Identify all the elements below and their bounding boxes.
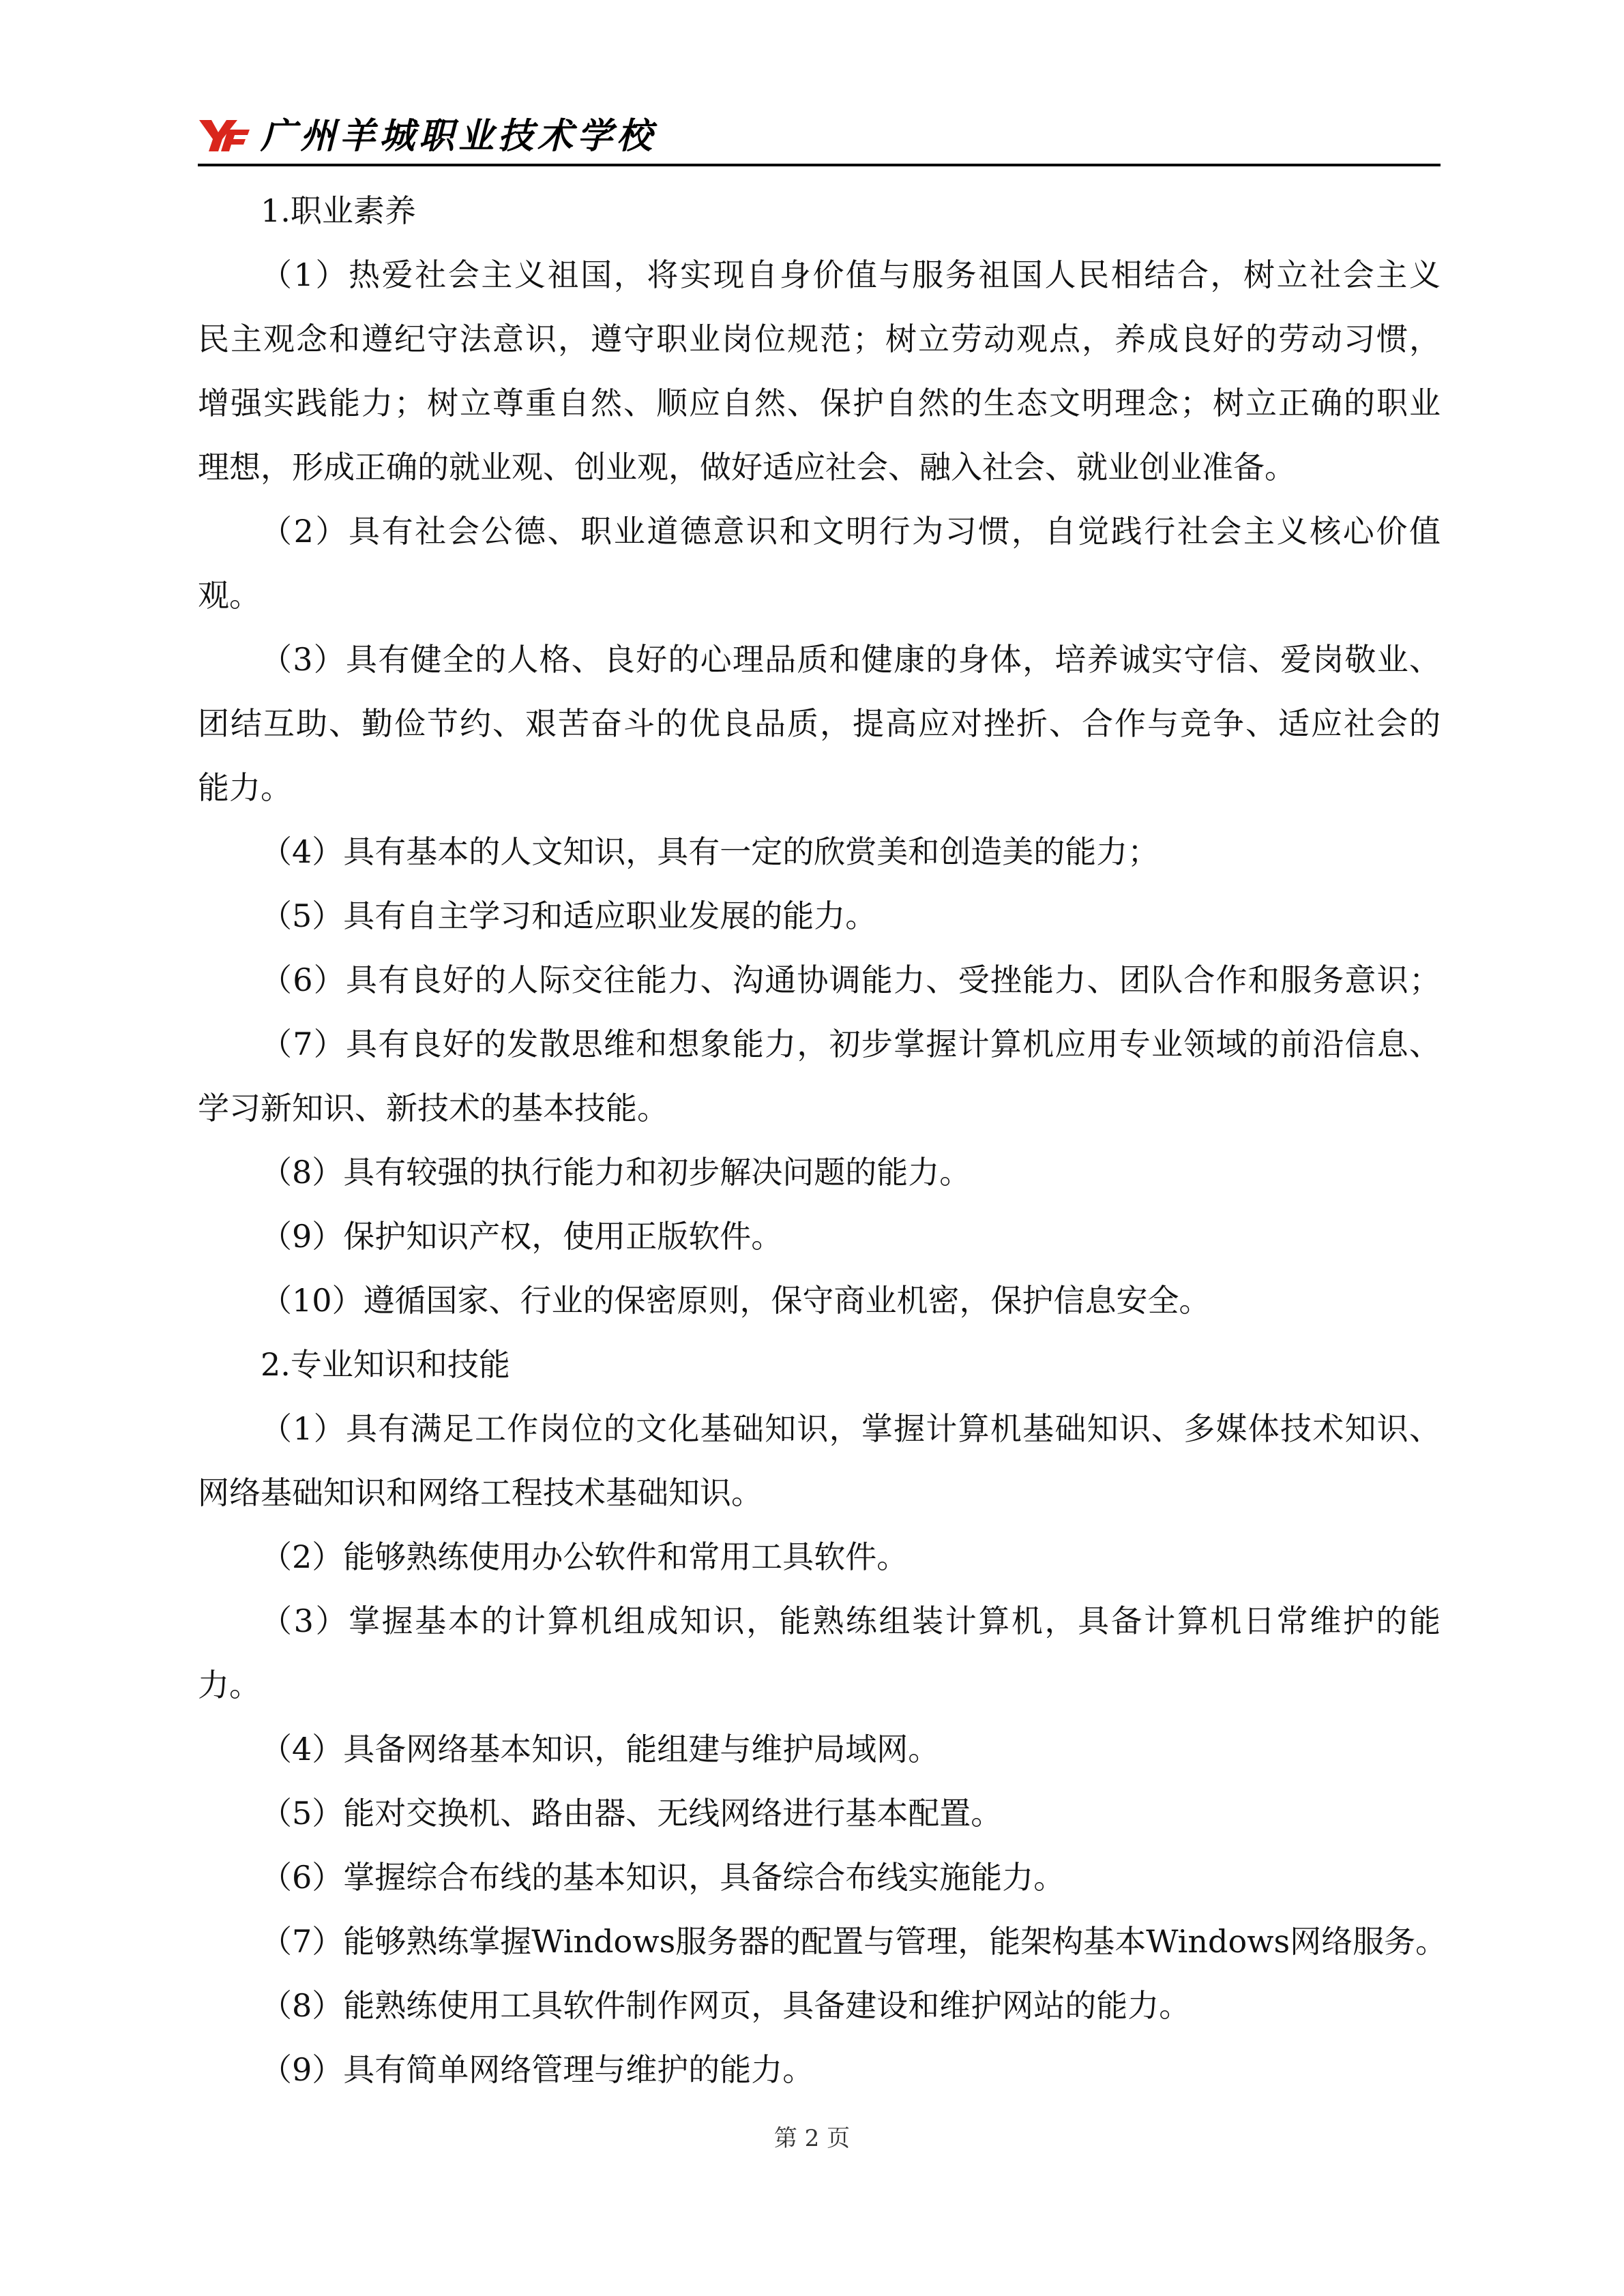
page-header — [198, 115, 1439, 161]
text-line: （1）热爱社会主义祖国，将实现自身价值与服务祖国人民相结合，树立社会主义 — [261, 256, 1441, 293]
text-line: （7）能够熟练掌握Windows服务器的配置与管理，能架构基本Windows网络服务。 — [261, 1923, 1447, 1960]
text-line: （6）掌握综合布线的基本知识，具备综合布线实施能力。 — [261, 1859, 1065, 1896]
text-line: （9）具有简单网络管理与维护的能力。 — [261, 2051, 814, 2088]
text-line: 观。 — [198, 577, 261, 614]
text-line: （3）具有健全的人格、良好的心理品质和健康的身体，培养诚实守信、爱岗敬业、 — [261, 641, 1441, 678]
text-line: 增强实践能力；树立尊重自然、顺应自然、保护自然的生态文明理念；树立正确的职业 — [198, 385, 1441, 421]
text-line: 力。 — [198, 1667, 261, 1703]
text-line: （5）能对交换机、路由器、无线网络进行基本配置。 — [261, 1795, 1003, 1832]
text-line: 2.专业知识和技能 — [261, 1346, 510, 1383]
text-line: （5）具有自主学习和适应职业发展的能力。 — [261, 897, 877, 934]
text-line: （4）具有基本的人文知识，具有一定的欣赏美和创造美的能力； — [261, 833, 1160, 870]
text-line: （1）具有满足工作岗位的文化基础知识，掌握计算机基础知识、多媒体技术知识、 — [261, 1410, 1441, 1447]
school-name: 广州羊城职业技术学校 — [261, 115, 657, 157]
school-logo-icon — [198, 117, 251, 153]
text-line: 民主观念和遵纪守法意识，遵守职业岗位规范；树立劳动观点，养成良好的劳动习惯， — [198, 320, 1441, 357]
text-line: （7）具有良好的发散思维和想象能力，初步掌握计算机应用专业领域的前沿信息、 — [261, 1026, 1441, 1062]
text-line: 学习新知识、新技术的基本技能。 — [198, 1090, 668, 1127]
text-line: （3）掌握基本的计算机组成知识，能熟练组装计算机，具备计算机日常维护的能 — [261, 1602, 1441, 1639]
page-number: 第 2 页 — [773, 2125, 851, 2152]
text-line: （2）具有社会公德、职业道德意识和文明行为习惯，自觉践行社会主义核心价值 — [261, 513, 1441, 550]
text-line: （6）具有良好的人际交往能力、沟通协调能力、受挫能力、团队合作和服务意识； — [261, 961, 1441, 998]
text-line: 能力。 — [198, 769, 292, 806]
text-line: （2）能够熟练使用办公软件和常用工具软件。 — [261, 1538, 909, 1575]
document-body — [198, 179, 1447, 2102]
text-line: （8）具有较强的执行能力和初步解决问题的能力。 — [261, 1154, 971, 1191]
header-divider — [198, 164, 1441, 166]
text-line: 团结互助、勤俭节约、艰苦奋斗的优良品质，提高应对挫折、合作与竞争、适应社会的 — [198, 705, 1441, 742]
text-line: 1.职业素养 — [261, 192, 416, 229]
text-line: （4）具备网络基本知识，能组建与维护局域网。 — [261, 1731, 940, 1768]
text-line: 网络基础知识和网络工程技术基础知识。 — [198, 1474, 763, 1511]
text-line: （10）遵循国家、行业的保密原则，保守商业机密，保护信息安全。 — [261, 1282, 1211, 1319]
text-line: （9）保护知识产权，使用正版软件。 — [261, 1218, 783, 1255]
text-line: 理想，形成正确的就业观、创业观，做好适应社会、融入社会、就业创业准备。 — [198, 449, 1296, 486]
text-line: （8）能熟练使用工具软件制作网页，具备建设和维护网站的能力。 — [261, 1987, 1191, 2024]
